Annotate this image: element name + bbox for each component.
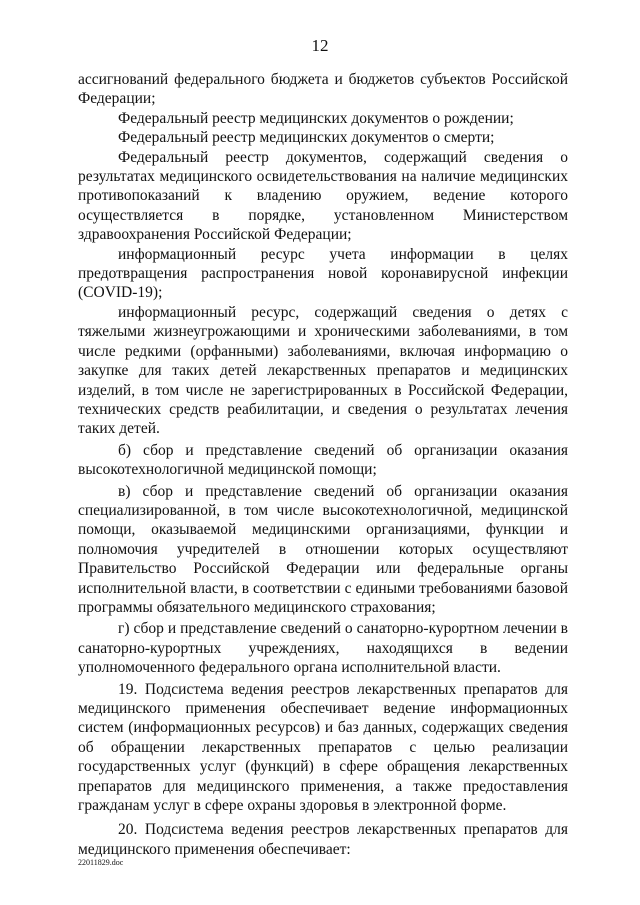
- paragraph-section-20: 20. Подсистема ведения реестров лекарственных препаратов для медицинского применения обеспечивает:: [78, 821, 568, 858]
- paragraph-children-resource: информационный ресурс, содержащий сведения о детях с тяжелыми жизнеугрожающими и хроническими заболеваниями, в том числе редкими (орфанными) заболеваниями, включая информацию о закупке для таких детей лекарственных препаратов и медицинских изделий, в том числе не зарегистрированных в Российской Федерации, технических средств реабилитации, и сведения о результатах лечения таких детей.: [78, 303, 568, 438]
- paragraph-section-19: 19. Подсистема ведения реестров лекарственных препаратов для медицинского применения обеспечивает ведение информационных систем (информационных ресурсов) и баз данных, содержащих сведения об обращении лекарственных препаратов с целью реализации государственных услуг (функций) в сфере обращения лекарственных препаратов для медицинского применения, а также предоставления гражданам услуг в сфере охраны здоровья в электронной форме.: [78, 680, 568, 815]
- paragraph-registry-deaths: Федеральный реестр медицинских документов о смерти;: [118, 129, 495, 147]
- footer-doc-filename: 22011829.doc: [78, 858, 124, 867]
- paragraph-covid-resource: информационный ресурс учета информации в целях предотвращения распространения новой коронавирусной инфекции (COVID-19);: [78, 245, 568, 302]
- document-body: [78, 70, 568, 859]
- paragraph-continuation: ассигнований федерального бюджета и бюджетов субъектов Российской Федерации;: [78, 71, 568, 108]
- paragraph-registry-weapons: Федеральный реестр документов, содержащий сведения о результатах медицинского освидетельствования на наличие медицинских противопоказаний к владению оружием, ведение которого осуществляется в порядке, установленном Министерством здравоохранения Российской Федерации;: [78, 148, 568, 244]
- paragraph-registry-births: Федеральный реестр медицинских документов о рождении;: [118, 109, 514, 127]
- paragraph-item-v: в) сбор и представление сведений об организации оказания специализированной, в том числе высокотехнологичной, медицинской помощи, оказываемой медицинскими организациями, функции и полномочия учредителей в отношении которых осуществляют Правительство Российской Федерации или федеральные органы исполнительной власти, в соответствии с едиными требованиями базовой программы обязательного медицинского страхования;: [78, 482, 568, 616]
- paragraph-item-g: г) сбор и представление сведений о санаторно-курортном лечении в санаторно-курортных учреждениях, находящихся в ведении уполномоченного федерального органа исполнительной власти.: [78, 620, 568, 677]
- paragraph-item-b: б) сбор и представление сведений об организации оказания высокотехнологичной медицинской помощи;: [78, 441, 568, 479]
- page-number: 12: [311, 36, 329, 55]
